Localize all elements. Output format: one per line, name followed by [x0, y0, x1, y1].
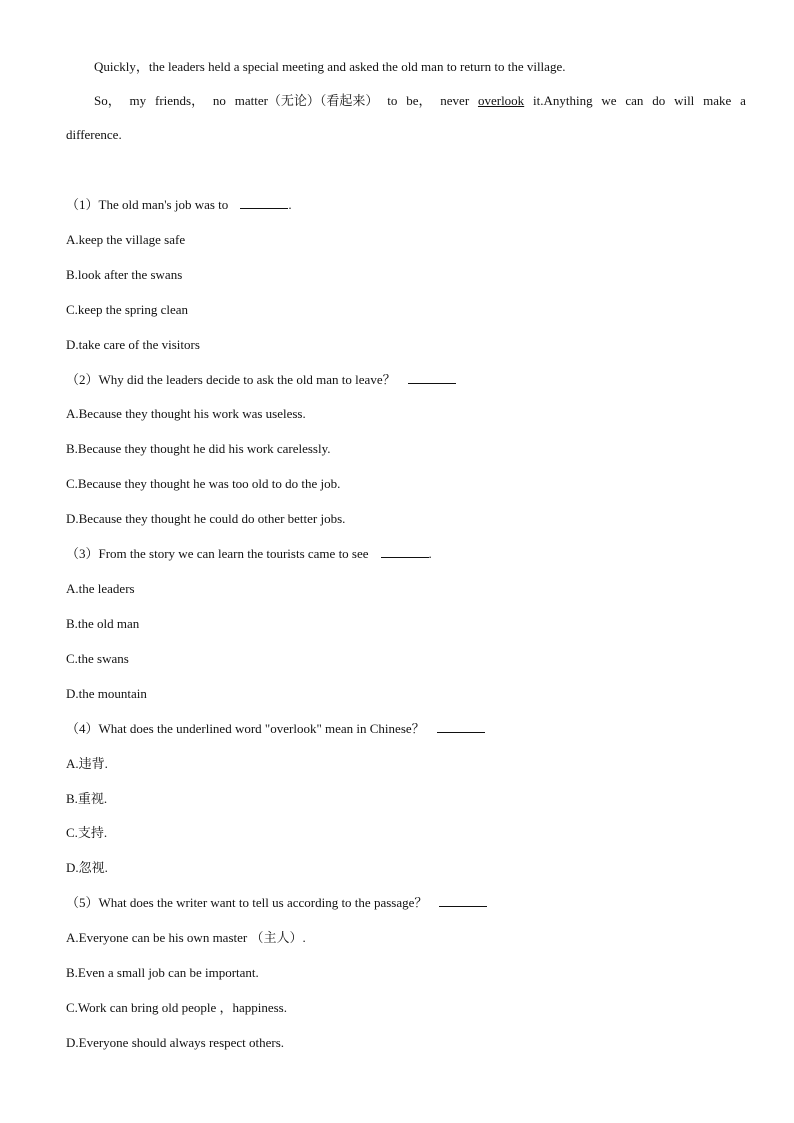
word: So，	[94, 93, 121, 108]
question-1	[66, 196, 292, 214]
question-prompt: （2）Why did the leaders decide to ask the old man to leave？	[66, 372, 396, 387]
answer-blank[interactable]	[439, 894, 487, 907]
option-3c: C.the swans	[66, 651, 129, 666]
question-prompt: （4）What does the underlined word "overlook" mean in Chinese？	[66, 721, 425, 736]
option-5a: A.Everyone can be his own master （主人）.	[66, 930, 306, 945]
option-4b: B.重视.	[66, 791, 108, 806]
passage-paragraph-2-end: difference.	[66, 127, 122, 142]
option-5b: B.Even a small job can be important.	[66, 965, 259, 980]
word: friends，	[154, 93, 205, 108]
question-prompt: （5）What does the writer want to tell us according to the passage？	[66, 895, 428, 910]
question-suffix: .	[288, 197, 292, 212]
question-3	[66, 545, 432, 563]
option-3d: D.the mountain	[66, 686, 147, 701]
question-prompt: （3）From the story we can learn the tourists came to see	[66, 546, 369, 561]
option-2b: B.Because they thought he did his work carelessly.	[66, 441, 331, 456]
question-prompt: （1）The old man's job was to	[66, 197, 229, 212]
option-4a: A.违背.	[66, 756, 108, 771]
answer-blank[interactable]	[437, 720, 485, 733]
passage-paragraph-2	[94, 92, 746, 110]
question-5	[66, 894, 487, 912]
word: it.Anything	[533, 93, 593, 108]
option-2d: D.Because they thought he could do other better jobs.	[66, 511, 346, 526]
word: can	[625, 93, 644, 108]
word: we	[601, 93, 617, 108]
word: be，	[406, 93, 432, 108]
option-1c: C.keep the spring clean	[66, 302, 189, 317]
passage-paragraph-1: Quickly，the leaders held a special meeting and asked the old man to return to the village.	[94, 59, 566, 74]
option-1b: B.look after the swans	[66, 267, 183, 282]
option-4c: C.支持.	[66, 825, 108, 840]
answer-blank[interactable]	[240, 196, 288, 209]
option-5d: D.Everyone should always respect others.	[66, 1035, 285, 1050]
word: never	[440, 93, 470, 108]
underlined-word-overlook: overlook	[477, 93, 525, 108]
word: matter（无论）（看起来）	[234, 93, 379, 108]
option-3b: B.the old man	[66, 616, 140, 631]
word: no	[212, 93, 226, 108]
word: my	[129, 93, 147, 108]
option-1d: D.take care of the visitors	[66, 337, 200, 352]
answer-blank[interactable]	[381, 545, 429, 558]
word: a	[740, 93, 746, 108]
option-5c: C.Work can bring old people ，happiness.	[66, 1000, 287, 1015]
option-3a: A.the leaders	[66, 581, 135, 596]
option-4d: D.忽视.	[66, 860, 108, 875]
answer-blank[interactable]	[408, 371, 456, 384]
question-suffix: .	[428, 546, 432, 561]
question-2	[66, 371, 456, 389]
word: will	[674, 93, 695, 108]
question-4	[66, 720, 485, 738]
word: do	[652, 93, 666, 108]
word: make	[703, 93, 732, 108]
option-2a: A.Because they thought his work was useless.	[66, 406, 306, 421]
option-2c: C.Because they thought he was too old to do the job.	[66, 476, 341, 491]
word: to	[387, 93, 398, 108]
option-1a: A.keep the village safe	[66, 232, 186, 247]
